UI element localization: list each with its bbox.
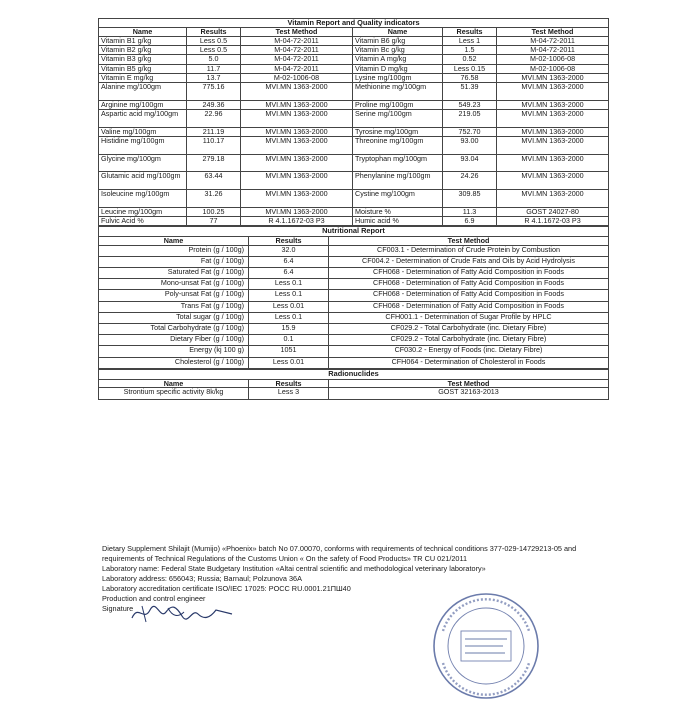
table-row (99, 110, 609, 128)
table-cell: 100.25 (187, 207, 241, 216)
table-cell: 211.19 (187, 127, 241, 136)
table-row (99, 268, 609, 279)
table-cell: 1051 (249, 346, 329, 357)
col-header: Test Method (497, 28, 609, 37)
table-cell: CF030.2 - Energy of Foods (inc. Dietary Fibre) (329, 346, 609, 357)
radionuclides-table (98, 369, 609, 400)
table-cell: 63.44 (187, 172, 241, 190)
col-header: Name (99, 237, 249, 246)
table-cell: Arginine mg/100gm (99, 100, 187, 109)
table-cell: Cholesterol (g / 100g) (99, 357, 249, 368)
table-cell: Threonine mg/100gm (353, 137, 443, 155)
table-cell: M-02-1006-08 (497, 64, 609, 73)
table-cell: Poly-unsat Fat (g / 100g) (99, 290, 249, 301)
table-cell: Vitamin B2 g/kg (99, 46, 187, 55)
table-cell: Fulvic Acid % (99, 216, 187, 225)
table-cell: Less 0.1 (249, 312, 329, 323)
table-cell: Leucine mg/100gm (99, 207, 187, 216)
table-cell: 51.39 (443, 83, 497, 101)
table-row (99, 388, 609, 399)
official-stamp (431, 591, 541, 701)
table-row (99, 357, 609, 368)
table-cell: MVI.MN 1363-2000 (241, 137, 353, 155)
table-row (99, 335, 609, 346)
table-cell: Cystine mg/100gm (353, 189, 443, 207)
table-cell: M-04-72-2011 (241, 46, 353, 55)
table-cell: R 4.1.1672-03 P3 (497, 216, 609, 225)
table-cell: Protein (g / 100g) (99, 245, 249, 256)
table-cell: 279.18 (187, 154, 241, 172)
table-row (99, 36, 609, 45)
table-cell: CFH064 - Determination of Cholesterol in Foods (329, 357, 609, 368)
col-header: Results (249, 379, 329, 388)
table-cell: Mono-unsat Fat (g / 100g) (99, 279, 249, 290)
table-row (99, 290, 609, 301)
table-cell: Vitamin A mg/kg (353, 55, 443, 64)
table-cell: Less 0.15 (443, 64, 497, 73)
table-cell: Less 0.5 (187, 46, 241, 55)
table-cell: Less 0.01 (249, 357, 329, 368)
table-row (99, 154, 609, 172)
col-header: Test Method (329, 379, 609, 388)
table-row (99, 55, 609, 64)
table-cell: Less 0.1 (249, 290, 329, 301)
table-cell: M-04-72-2011 (497, 36, 609, 45)
vitamin-report-title: Vitamin Report and Quality indicators (99, 19, 609, 28)
table-cell: Vitamin D mg/kg (353, 64, 443, 73)
table-cell: 110.17 (187, 137, 241, 155)
table-cell: 5.0 (187, 55, 241, 64)
table-cell: CF004.2 - Determination of Crude Fats and Oils by Acid Hydrolysis (329, 256, 609, 267)
vitamin-report-table (98, 18, 609, 226)
table-cell: 15.9 (249, 324, 329, 335)
table-cell: 6.4 (249, 268, 329, 279)
table-cell: Dietary Fiber (g / 100g) (99, 335, 249, 346)
table-cell: CFH068 - Determination of Fatty Acid Composition in Foods (329, 290, 609, 301)
table-row (99, 74, 609, 83)
table-cell: Proline mg/100gm (353, 100, 443, 109)
table-cell: 93.04 (443, 154, 497, 172)
table-cell: Vitamin E mg/kg (99, 74, 187, 83)
table-cell: Glutamic acid mg/100gm (99, 172, 187, 190)
table-row (99, 100, 609, 109)
table-cell: MVI.MN 1363-2000 (497, 137, 609, 155)
table-row (99, 346, 609, 357)
table-cell: M-02-1006-08 (497, 55, 609, 64)
col-header: Test Method (329, 237, 609, 246)
radionuclides-title: Radionuclides (99, 369, 609, 379)
table-cell: 93.00 (443, 137, 497, 155)
table-cell: CFH001.1 - Determination of Sugar Profile by HPLC (329, 312, 609, 323)
table-cell: 32.0 (249, 245, 329, 256)
table-cell: 249.36 (187, 100, 241, 109)
table-cell: Glycine mg/100gm (99, 154, 187, 172)
table-cell: Vitamin B6 g/kg (353, 36, 443, 45)
table-cell: 77 (187, 216, 241, 225)
table-cell: Phenylanine mg/100gm (353, 172, 443, 190)
table-cell: M-04-72-2011 (241, 64, 353, 73)
table-cell: Aspartic acid mg/100gm (99, 110, 187, 128)
accreditation-certificate: Laboratory accreditation certificate ISO/IEC 17025: POCC RU.0001.21ПШ40 (102, 584, 351, 593)
table-row (99, 324, 609, 335)
table-cell: MVI.MN 1363-2000 (497, 189, 609, 207)
table-cell: GOST 32163-2013 (329, 388, 609, 399)
col-header: Name (99, 379, 249, 388)
table-cell: 24.26 (443, 172, 497, 190)
table-cell: Total Carbohydrate (g / 100g) (99, 324, 249, 335)
table-cell: Histidine mg/100gm (99, 137, 187, 155)
table-cell: MVI.MN 1363-2000 (497, 110, 609, 128)
table-cell: Vitamin B3 g/kg (99, 55, 187, 64)
table-cell: Less 0.5 (187, 36, 241, 45)
col-header: Name (99, 28, 187, 37)
table-cell: MVI.MN 1363-2000 (241, 207, 353, 216)
table-cell: Tryptophan mg/100gm (353, 154, 443, 172)
table-cell: CFH068 - Determination of Fatty Acid Composition in Foods (329, 279, 609, 290)
table-cell: Lysine mg/100gm (353, 74, 443, 83)
col-header: Results (249, 237, 329, 246)
table-cell: R 4.1.1672-03 P3 (241, 216, 353, 225)
certificate-page (98, 18, 608, 700)
table-cell: 13.7 (187, 74, 241, 83)
table-cell: M-04-72-2011 (241, 55, 353, 64)
table-cell: Less 0.1 (249, 279, 329, 290)
nutritional-report-table (98, 226, 609, 369)
table-cell: MVI.MN 1363-2000 (497, 83, 609, 101)
table-cell: 775.16 (187, 83, 241, 101)
table-row (99, 137, 609, 155)
table-row (99, 64, 609, 73)
table-row (99, 127, 609, 136)
table-cell: CF029.2 - Total Carbohydrate (inc. Dietary Fibre) (329, 335, 609, 346)
table-cell: 22.96 (187, 110, 241, 128)
laboratory-address: Laboratory address: 656043; Russia; Barnaul; Polzunova 36A (102, 574, 302, 583)
table-cell: CFH068 - Determination of Fatty Acid Composition in Foods (329, 301, 609, 312)
engineer-title: Production and control engineer (102, 594, 206, 603)
table-cell: MVI.MN 1363-2000 (497, 74, 609, 83)
table-cell: MVI.MN 1363-2000 (241, 154, 353, 172)
table-cell: Vitamin B5 g/kg (99, 64, 187, 73)
table-cell: Tyrosine mg/100gm (353, 127, 443, 136)
table-row (99, 301, 609, 312)
table-cell: 31.26 (187, 189, 241, 207)
table-cell: MVI.MN 1363-2000 (497, 154, 609, 172)
table-cell: 549.23 (443, 100, 497, 109)
table-row (99, 312, 609, 323)
col-header: Results (443, 28, 497, 37)
table-cell: Vitamin B1 g/kg (99, 36, 187, 45)
table-row (99, 83, 609, 101)
table-cell: 1.5 (443, 46, 497, 55)
table-cell: CF029.2 - Total Carbohydrate (inc. Dietary Fibre) (329, 324, 609, 335)
table-cell: 752.70 (443, 127, 497, 136)
table-cell: M-02-1006-08 (241, 74, 353, 83)
radionuclides-header-row (99, 379, 609, 388)
table-row (99, 189, 609, 207)
table-cell: MVI.MN 1363-2000 (241, 83, 353, 101)
table-cell: M-04-72-2011 (241, 36, 353, 45)
table-cell: MVI.MN 1363-2000 (497, 172, 609, 190)
table-cell: Total sugar (g / 100g) (99, 312, 249, 323)
col-header: Results (187, 28, 241, 37)
table-row (99, 256, 609, 267)
table-cell: GOST 24027-80 (497, 207, 609, 216)
table-cell: 76.58 (443, 74, 497, 83)
table-cell: Moisture % (353, 207, 443, 216)
nutritional-report-title: Nutritional Report (99, 227, 609, 237)
table-cell: 6.4 (249, 256, 329, 267)
table-cell: Fat (g / 100g) (99, 256, 249, 267)
vitamin-header-row (99, 28, 609, 37)
table-cell: Vitamin Bc g/kg (353, 46, 443, 55)
table-cell: Less 3 (249, 388, 329, 399)
table-cell: MVI.MN 1363-2000 (497, 100, 609, 109)
table-cell: 309.85 (443, 189, 497, 207)
table-row (99, 279, 609, 290)
handwritten-signature (128, 600, 238, 626)
table-cell: Isoleucine mg/100gm (99, 189, 187, 207)
table-row (99, 207, 609, 216)
table-cell: 11.7 (187, 64, 241, 73)
table-cell: Energy (kj 100 g) (99, 346, 249, 357)
table-cell: Humic acid % (353, 216, 443, 225)
table-cell: Trans Fat (g / 100g) (99, 301, 249, 312)
table-cell: 11.3 (443, 207, 497, 216)
table-row (99, 245, 609, 256)
table-cell: MVI.MN 1363-2000 (241, 110, 353, 128)
table-cell: MVI.MN 1363-2000 (497, 127, 609, 136)
table-cell: Less 1 (443, 36, 497, 45)
table-cell: 0.52 (443, 55, 497, 64)
nutritional-header-row (99, 237, 609, 246)
table-cell: Less 0.01 (249, 301, 329, 312)
table-cell: Saturated Fat (g / 100g) (99, 268, 249, 279)
col-header: Name (353, 28, 443, 37)
table-cell: Strontium specific activity 8k/kg (99, 388, 249, 399)
table-cell: MVI.MN 1363-2000 (241, 100, 353, 109)
signature-label: Signature (102, 604, 134, 613)
table-cell: CFH068 - Determination of Fatty Acid Composition in Foods (329, 268, 609, 279)
conformity-statement: Dietary Supplement Shilajit (Mumijo) «Phoenix» batch No 07.00070, conforms with requirements of technical conditions 377-029-14729213-05 and requirements of Technical Regulations of the Customs Union « On the safety of Food Products» TR CU 021/2011 (102, 544, 577, 563)
laboratory-name: Laboratory name: Federal State Budgetary Institution «Altai central scientific and methodological veterinary laboratory» (102, 564, 486, 573)
table-cell: Valine mg/100gm (99, 127, 187, 136)
table-cell: 219.05 (443, 110, 497, 128)
table-row (99, 216, 609, 225)
table-cell: CF003.1 - Determination of Crude Protein by Combustion (329, 245, 609, 256)
table-cell: Methionine mg/100gm (353, 83, 443, 101)
table-cell: Alanine mg/100gm (99, 83, 187, 101)
table-cell: 6.9 (443, 216, 497, 225)
table-row (99, 172, 609, 190)
table-cell: M-04-72-2011 (497, 46, 609, 55)
col-header: Test Method (241, 28, 353, 37)
table-cell: Serine mg/100gm (353, 110, 443, 128)
table-cell: 0.1 (249, 335, 329, 346)
table-cell: MVI.MN 1363-2000 (241, 189, 353, 207)
table-row (99, 46, 609, 55)
table-cell: MVI.MN 1363-2000 (241, 172, 353, 190)
table-cell: MVI.MN 1363-2000 (241, 127, 353, 136)
